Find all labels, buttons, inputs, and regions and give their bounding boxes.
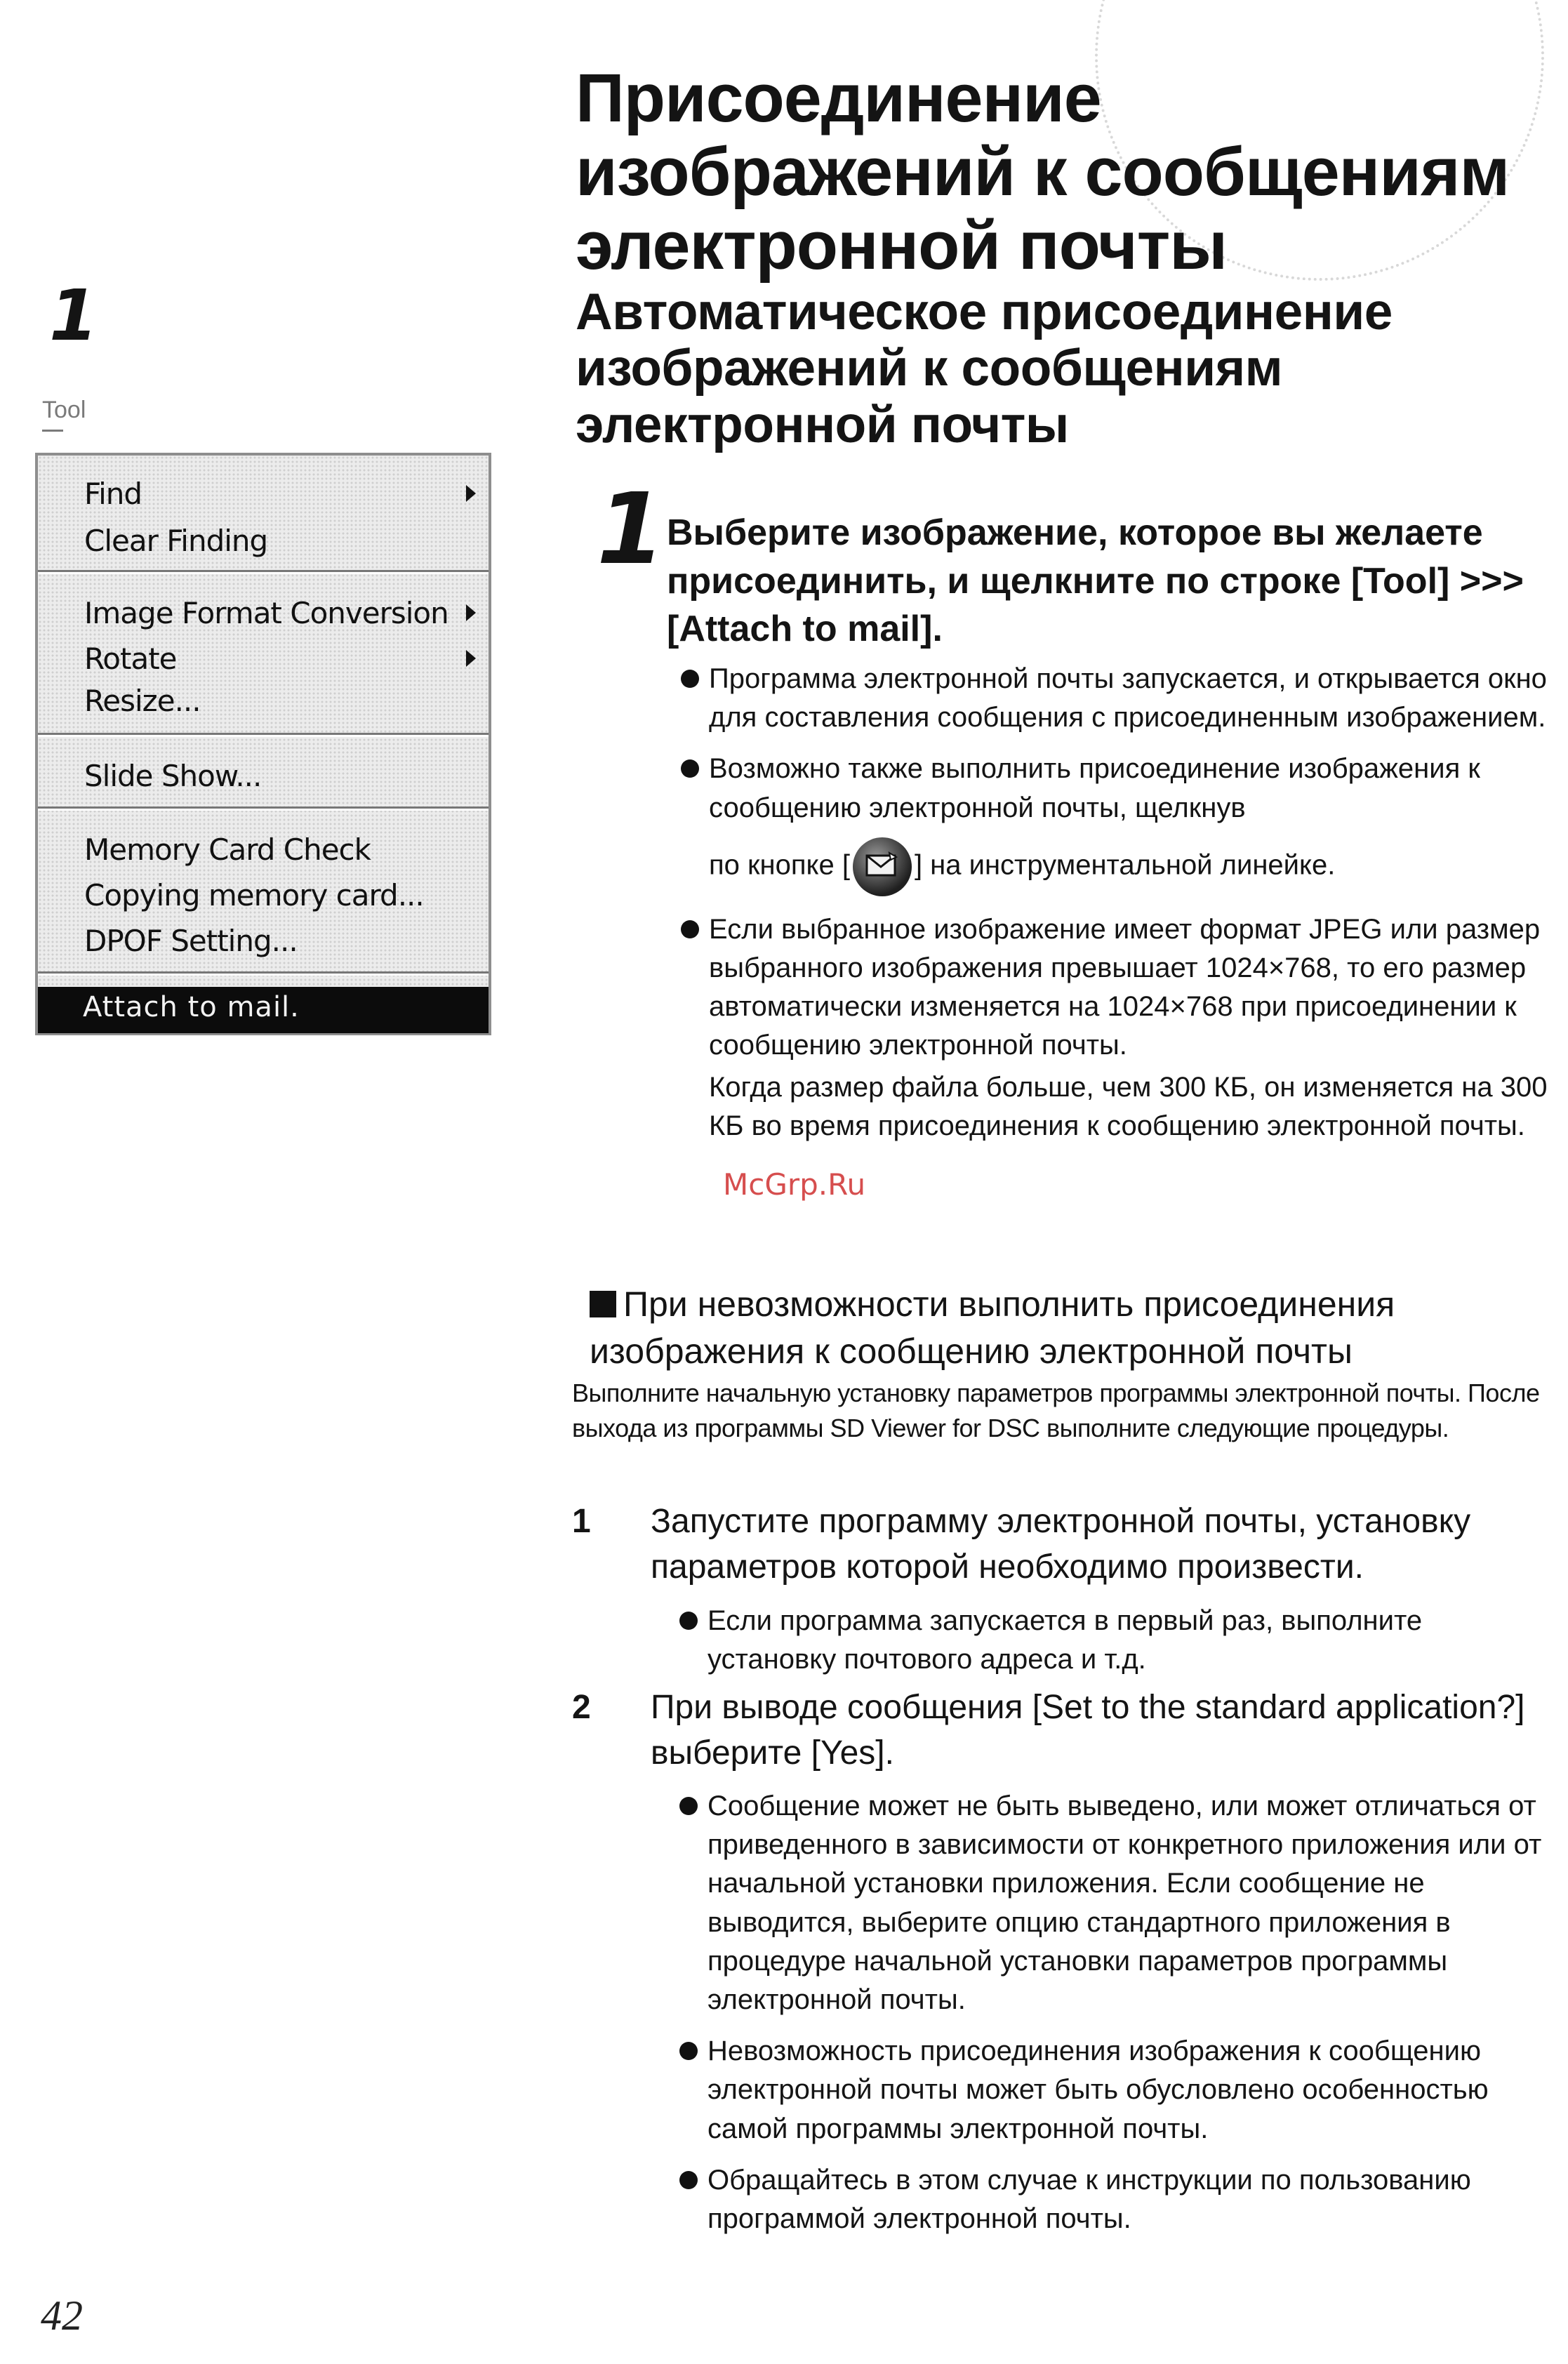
bullet-dot-icon (681, 759, 699, 778)
submenu-arrow-icon (466, 485, 476, 502)
menu-title-tool[interactable]: Tool (42, 397, 86, 423)
submenu-arrow-icon (466, 650, 476, 667)
bullet-text: Если выбранное изображение имеет формат JPEG или размер выбранного изображения превышает 1024×768, то его размер автоматически изменяется на 1024×768 при присоединении к сообщению электронной почты. (709, 913, 1541, 1061)
numbered-step-text: При выводе сообщения [Set to the standard application?] выберите [Yes]. (651, 1689, 1525, 1772)
numbered-step-number: 2 (572, 1689, 591, 1726)
tool-menu (35, 453, 491, 1035)
watermark: McGrp.Ru (723, 1167, 866, 1202)
menu-item-clear-finding[interactable] (84, 524, 267, 558)
menu-item-label: Find (84, 477, 142, 511)
menu-separator (38, 806, 489, 811)
bullet-item (679, 2161, 1543, 2238)
menu-item-label: Image Format Conversion (84, 596, 449, 630)
menu-title-underline (42, 430, 63, 432)
page-number: 42 (41, 2292, 83, 2339)
step-1-bullets (679, 1602, 1543, 1692)
bullet-item (679, 1787, 1543, 2019)
bullet-text: Невозможность присоединения изображения к сообщению электронной почты может быть обусловлено особенностью самой программы электронной почты. (707, 2036, 1489, 2144)
icon-line-before: по кнопке [ (709, 849, 850, 881)
bullet-dot-icon (679, 2171, 698, 2189)
step-heading: Выберите изображение, которое вы желаете присоединить, и щелкните по строке [Tool] >>> [Attach to mail]. (667, 512, 1524, 650)
step1-bullets (681, 660, 1558, 1146)
step-2-bullets (679, 1787, 1543, 2251)
menu-item-dpof-setting[interactable] (84, 924, 298, 958)
menu-item-label: Slide Show... (84, 759, 262, 793)
bullet-text: Программа электронной почты запускается, и открывается окно для составления сообщения с присоединенным изображением. (709, 663, 1547, 733)
numbered-step-number: 1 (572, 1503, 591, 1540)
bullet-dot-icon (681, 920, 699, 938)
bullet-item (681, 660, 1558, 737)
menu-item-label: DPOF Setting... (84, 924, 298, 958)
bullet-text: Если программа запускается в первый раз, выполните установку почтового адреса и т.д. (707, 1605, 1423, 1675)
section-body: Выполните начальную установку параметров программы электронной почты. После выхода из программы SD Viewer for DSC выполните следующие процедуры. (572, 1379, 1540, 1442)
menu-item-image-format-conversion[interactable] (84, 596, 449, 630)
numbered-step (572, 1685, 1555, 1777)
menu-item-label: Attach to mail. (83, 991, 300, 1023)
icon-line-after: ] на инструментальной линейке. (914, 849, 1336, 881)
bullet-item (679, 2032, 1543, 2149)
menu-item-rotate[interactable] (84, 642, 177, 676)
bullet-item (681, 910, 1558, 1065)
page-title: Присоединение изображений к сообщениям электронной почты (576, 60, 1510, 284)
menu-item-attach-to-mail[interactable] (38, 987, 489, 1033)
menu-item-label: Memory Card Check (84, 832, 371, 867)
page-subtitle: Автоматическое присоединение изображений к сообщениям электронной почты (576, 284, 1393, 453)
step-number: 1 (597, 472, 665, 587)
menu-item-copying-memory-card[interactable] (84, 878, 424, 912)
menu-separator (38, 570, 489, 574)
menu-item-label: Rotate (84, 642, 177, 676)
bullet-item (679, 1602, 1543, 1679)
menu-item-memory-card-check[interactable] (84, 832, 371, 867)
submenu-arrow-icon (466, 604, 476, 621)
bullet-item (681, 750, 1558, 827)
section-heading (590, 1281, 1558, 1375)
bullet-dot-icon (679, 1612, 698, 1630)
bullet-text: Сообщение может не быть выведено, или может отличаться от приведенного в зависимости от конкретного приложения или от начальной установки приложения. Если сообщение не выводится, выберите опцию стандартного приложения в процедуре начальной установки параметров программы электронной почты. (707, 1791, 1542, 2015)
bullet-dot-icon (679, 1797, 698, 1815)
bullet-text: Возможно также выполнить присоединение изображения к сообщению электронной почты, щелкнув (709, 753, 1480, 823)
square-bullet-icon (590, 1291, 616, 1317)
numbered-step-text: Запустите программу электронной почты, установку параметров которой необходимо произвести. (651, 1503, 1471, 1586)
menu-item-label: Clear Finding (84, 524, 268, 558)
numbered-step (572, 1499, 1555, 1591)
menu-item-slide-show[interactable] (84, 759, 261, 793)
bullet-text: Обращайтесь в этом случае к инструкции по пользованию программой электронной почты. (707, 2164, 1471, 2234)
menu-item-label: Resize... (84, 684, 201, 718)
menu-separator (38, 971, 489, 976)
mail-icon[interactable] (853, 837, 912, 896)
section-heading-text: При невозможности выполнить присоединения изображения к сообщению электронной почты (590, 1284, 1395, 1371)
menu-item-resize[interactable] (84, 684, 201, 718)
menu-item-label: Copying memory card... (84, 878, 424, 912)
figure-step-number: 1 (49, 274, 98, 357)
icon-line (681, 837, 1558, 896)
menu-item-find[interactable] (84, 477, 142, 511)
menu-separator (38, 733, 489, 737)
bullet-dot-icon (679, 2042, 698, 2060)
bullet-dot-icon (681, 670, 699, 688)
bullet-continuation: Когда размер файла больше, чем 300 КБ, он изменяется на 300 КБ во время присоединения к сообщению электронной почты. (709, 1071, 1548, 1141)
